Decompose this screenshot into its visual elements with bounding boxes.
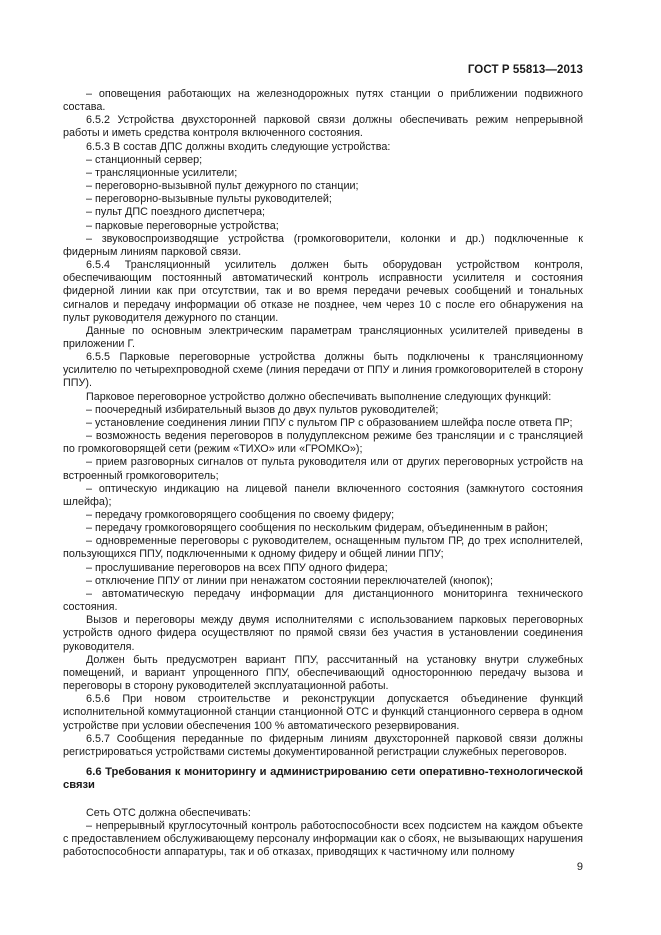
paragraph: – оповещения работающих на железнодорожных путях станции о приближении подвижного состава.	[63, 88, 583, 114]
list-item: – пульт ДПС поездного диспетчера;	[86, 206, 266, 219]
list-item: – автоматическую передачу информации для дистанционного мониторинга технического состояния.	[63, 587, 583, 614]
page-number: 9	[576, 861, 583, 873]
list-item: – прослушивание переговоров на всех ППУ одного фидера;	[86, 561, 388, 574]
list-item: – возможность ведения переговоров в полудуплексном режиме без трансляции и с трансляцией по громкоговорящей сети (режим «ТИХО» или «ГРОМКО»);	[63, 430, 583, 456]
paragraph: 6.5.5 Парковые переговорные устройства должны быть подключены к трансляционному усилителю по четырехпроводной схеме (линия передачи от ППУ и линия громкоговорителей в сторону ППУ).	[63, 351, 583, 390]
list-item: – непрерывный круглосуточный контроль работоспособности всех подсистем на каждом объекте с предоставлением обслуживающему персоналу информации как о сбоях, не вызывающих нарушения работоспособности аппаратуры, так и об отказах, приводящих к частичному или полному	[63, 819, 583, 859]
list-item: – одновременные переговоры с руководителем, оснащенным пультом ПР, до трех исполнителей, пользующихся ППУ, подключенными к одному фидеру и общей линии ППУ;	[63, 535, 583, 561]
paragraph: 6.5.7 Сообщения переданные по фидерным линиям двухсторонней парковой связи должны регистрироваться устройствами системы документированной регистрации служебных переговоров.	[63, 732, 583, 758]
list-item: – переговорно-вызывной пульт дежурного по станции;	[86, 180, 359, 193]
paragraph: 6.5.3 В состав ДПС должны входить следующие устройства:	[86, 140, 391, 153]
list-item: – трансляционные усилители;	[86, 166, 238, 179]
section-heading: 6.6 Требования к мониторингу и администрированию сети оперативно-технологической связи	[63, 765, 583, 792]
list-item: – оптическую индикацию на лицевой панели включенного состояния (замкнутого состояния шлейфа);	[63, 482, 583, 508]
list-item: – парковые переговорные устройства;	[86, 219, 279, 232]
paragraph: Данные по основным электрическим параметрам трансляционных усилителей приведены в приложении Г.	[63, 324, 583, 350]
list-item: – передачу громкоговорящего сообщения по своему фидеру;	[86, 509, 395, 521]
paragraph: 6.5.2 Устройства двухсторонней парковой связи должны обеспечивать режим непрерывной работы и иметь средства контроля включенного состояния.	[63, 114, 583, 140]
paragraph: 6.5.4 Трансляционный усилитель должен быть оборудован устройством контроля, обеспечивающим постоянный автоматический контроль исправности усилителя и состояния фидерной линии как при отсутствии, так и во время передачи речевых сообщений и тональных сигналов и передачу информации об отказе не позднее, чем через 10 с после его обнаружения на пульт руководителя дежурного по станции.	[63, 259, 583, 324]
paragraph: Сеть ОТС должна обеспечивать:	[86, 806, 251, 819]
list-item: – прием разговорных сигналов от пульта руководителя или от других переговорных устройств на встроенный громкоговоритель;	[63, 456, 583, 482]
list-item: – переговорно-вызывные пульты руководителей;	[86, 193, 332, 206]
list-item: – звуковоспроизводящие устройства (громкоговорители, колонки и др.) подключенные к фидерным линиям парковой связи.	[63, 232, 583, 258]
list-item: – установление соединения линии ППУ с пультом ПР с образованием шлейфа после ответа ПР;	[86, 416, 573, 429]
paragraph: 6.5.6 При новом строительстве и реконструкции допускается объединение функций исполнительной коммутационной станции станционной ОТС и функций станционного сервера в одном устройстве при условии обеспечения 100 % автоматического резервирования.	[63, 693, 583, 732]
document-header: ГОСТ Р 55813—2013	[467, 64, 583, 76]
document-body	[63, 88, 583, 859]
list-item: – поочередный избирательный вызов до двух пультов руководителей;	[86, 403, 439, 416]
list-item: – отключение ППУ от линии при ненажатом состоянии переключателей (кнопок);	[86, 574, 493, 587]
list-item: – станционный сервер;	[86, 153, 203, 166]
paragraph: Должен быть предусмотрен вариант ППУ, рассчитанный на установку внутри служебных помещений, и вариант упрощенного ППУ, обеспечивающий одностороннюю передачу вызова и переговоры в сторону руководителей эксплуатационной работы.	[63, 653, 583, 693]
paragraph: Вызов и переговоры между двумя исполнителями с использованием парковых переговорных устройств одного фидера осуществляют по прямой связи без участия в установлении соединения руководителя.	[63, 614, 583, 653]
paragraph: Парковое переговорное устройство должно обеспечивать выполнение следующих функций:	[86, 390, 552, 403]
list-item: – передачу громкоговорящего сообщения по нескольким фидерам, объединенным в район;	[86, 522, 548, 535]
